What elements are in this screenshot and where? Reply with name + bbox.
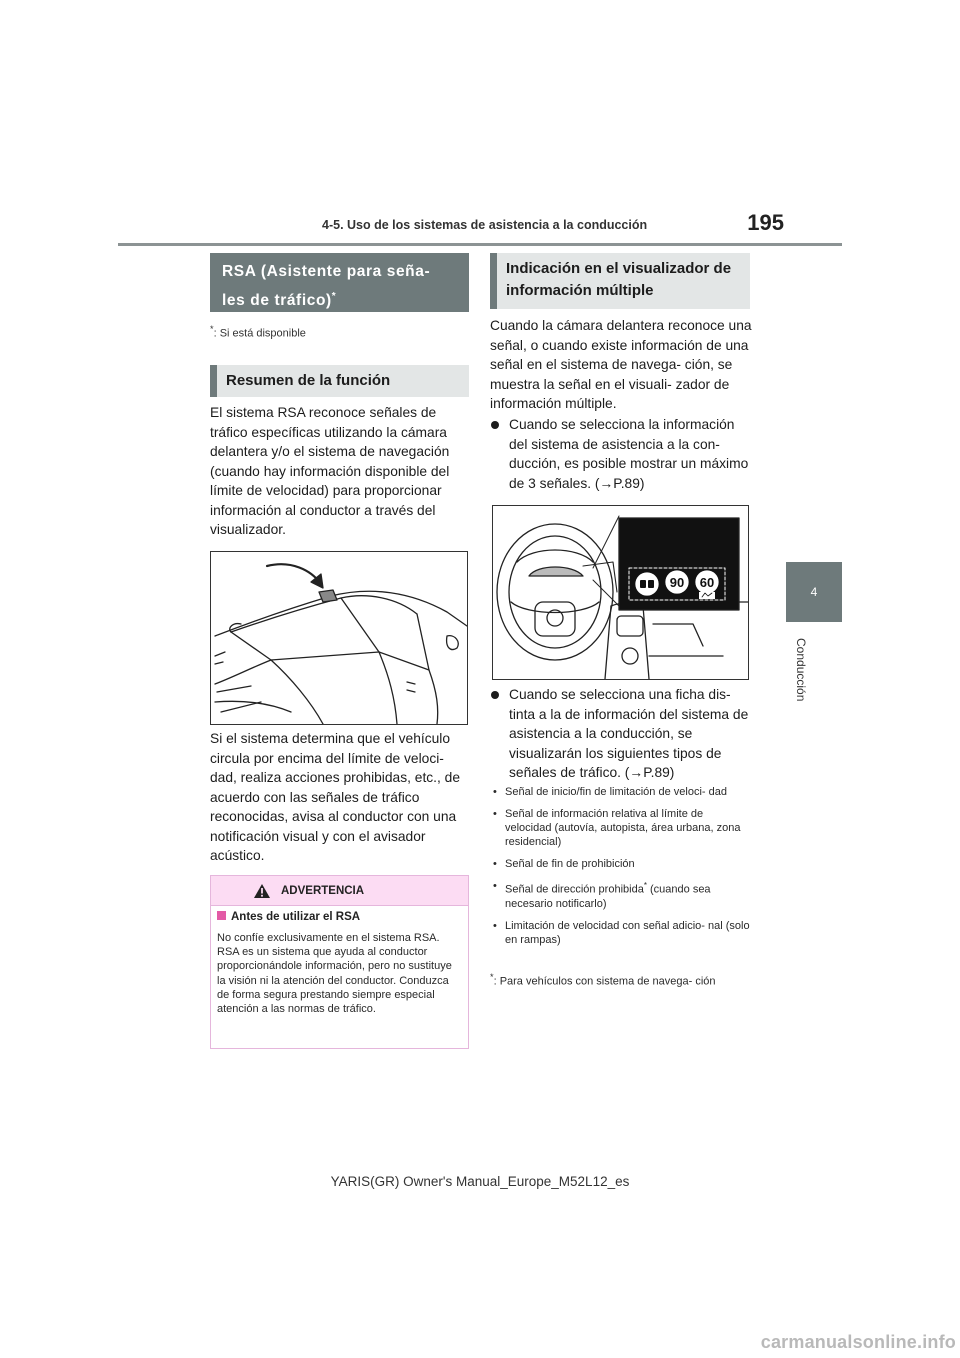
manual-footer: YARIS(GR) Owner's Manual_Europe_M52L12_es — [330, 1174, 630, 1189]
warning-behavior-paragraph: Si el sistema determina que el vehículo circula por encima del límite de veloci- dad, realiza acciones prohibidas, etc., de acuerdo con las señales de tráfico reconocidas, avisa al conductor con una notificación visual y con el avisador acústico. — [210, 731, 461, 863]
bullet-text: Cuando se selecciona una ficha dis- tinta a la de información del sistema de asistencia a la conducción, se visualizarán los siguientes tipos de señales de tráfico. (→P.89) — [509, 687, 749, 780]
speed-sign-60: 60 — [699, 575, 715, 590]
speed-sign-90: 90 — [669, 575, 685, 590]
chapter-label: Conducción — [794, 638, 808, 702]
indicacion-heading: Indicación en el visualizador de información múltiple — [490, 253, 750, 309]
header-rule — [118, 243, 842, 246]
bullet-dot — [491, 691, 499, 699]
square-bullet-icon — [217, 911, 226, 920]
availability-footnote — [210, 324, 469, 340]
rsa-heading-star: * — [331, 291, 337, 302]
warning-box — [210, 875, 469, 1049]
display-paragraph: Cuando la cámara delantera reconoce una señal, o cuando existe información de una señal en el sistema de navega- ción, se muestra la señal en el visuali- zador de información múltiple. — [490, 318, 752, 411]
bullet-text: Cuando se selecciona la información del sistema de asistencia a la con- ducción, es posible mostrar un máximo de 3 señales. (→P.89) — [509, 417, 749, 491]
rsa-heading — [210, 253, 469, 312]
warning-title: ADVERTENCIA — [281, 884, 365, 897]
navigation-footnote — [490, 965, 752, 994]
page-number: 195 — [747, 210, 784, 235]
warning-subtitle-row — [217, 911, 462, 923]
section-header: 4-5. Uso de los sistemas de asistencia a la conducción — [322, 218, 648, 232]
list-item-text: Señal de dirección prohibida — [505, 883, 644, 896]
list-item: • Limitación de velocidad con señal adicio- nal (solo en rampas) — [490, 919, 752, 947]
list-item: • Señal de inicio/fin de limitación de veloci- dad — [490, 785, 752, 799]
rsa-heading-line2 — [222, 284, 457, 313]
warning-header — [211, 876, 468, 906]
chapter-label-wrap — [754, 638, 834, 718]
chapter-number: 4 — [810, 585, 818, 599]
list-item-star: * — [643, 881, 647, 890]
footnote-text: : Si está disponible — [213, 327, 306, 340]
footnote-text: : Para vehículos con sistema de navega- ción — [493, 975, 716, 988]
rsa-heading-line1: RSA (Asistente para seña- — [222, 263, 431, 280]
warning-text: No confíe exclusivamente en el sistema RSA. RSA es un sistema que ayuda al conductor proporcionándole información, pero no sustituye la visión ni la atención del conductor. Conduzca de forma segura prestando siempre especial atención a las normas de tráfico. — [217, 932, 452, 1016]
footnote-mark: * — [210, 324, 214, 334]
list-item — [490, 879, 752, 911]
resumen-heading: Resumen de la función — [210, 365, 469, 397]
watermark: carmanualsonline.info — [760, 1332, 956, 1352]
intro-paragraph: El sistema RSA reconoce señales de tráfico específicas utilizando la cámara delantera y/o el sistema de navegación (cuando hay información disponible del límite de velocidad) para proporcionar información al conductor a través del visualizador. — [210, 405, 450, 537]
dashboard-display-illustration — [492, 505, 749, 680]
list-item: • Señal de fin de prohibición — [490, 857, 752, 871]
list-item-text-after: (cuando sea necesario notificarlo) — [505, 883, 711, 910]
rsa-heading-line2-text: les de tráfico) — [222, 292, 332, 310]
warning-triangle-icon — [253, 883, 271, 899]
bullet-max-signs — [490, 415, 752, 493]
list-item: • Señal de información relativa al límite de velocidad (autovía, autopista, área urbana, zona residencial) — [490, 807, 752, 849]
bullet-dot — [491, 421, 499, 429]
sign-type-list — [490, 785, 752, 955]
footnote-mark: * — [490, 972, 494, 982]
warning-subtitle: Antes de utilizar el RSA — [231, 911, 361, 923]
bullet-other-tab — [490, 685, 752, 783]
car-camera-illustration — [210, 551, 468, 725]
chapter-tab — [786, 562, 842, 622]
